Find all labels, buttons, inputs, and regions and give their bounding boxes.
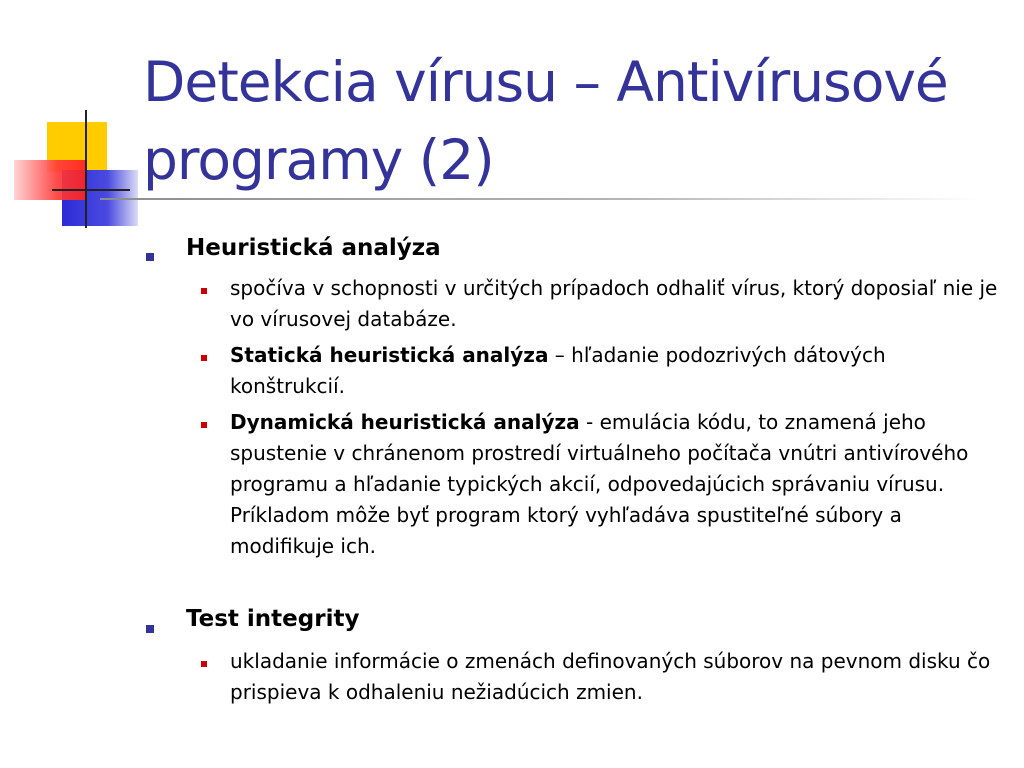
bullet-item <box>230 407 1000 562</box>
bullet-item <box>230 273 1000 335</box>
bullet-item-text: ukladanie informácie o zmenách definovaných súborov na pevnom disku čo prispieva k odhaleniu nežiadúcich zmien. <box>230 649 991 704</box>
bullet-item-text: spočíva v schopnosti v určitých prípadoch odhaliť vírus, ktorý doposiaľ nie je vo vírusovej databáze. <box>230 276 998 331</box>
slide-title-line-1: Detekcia vírusu – Antivírusové <box>143 50 948 114</box>
square-bullet-icon <box>201 288 207 294</box>
square-bullet-icon <box>201 422 207 428</box>
square-bullet-icon <box>201 661 207 667</box>
bullet-item-text: – hľadanie podozrivých dátových konštrukcií. <box>230 343 886 398</box>
bullet-item <box>230 340 1000 402</box>
title-divider <box>100 198 980 200</box>
bullet-item-bold: Statická heuristická analýza <box>230 343 549 367</box>
bullet-item-bold: Dynamická heuristická analýza <box>230 410 580 434</box>
slide-title-line-2: programy (2) <box>143 128 494 192</box>
bullet-item <box>230 646 1000 708</box>
slide-logo-decoration <box>0 0 160 240</box>
square-bullet-icon <box>146 625 154 633</box>
square-bullet-icon <box>146 253 154 261</box>
square-bullet-icon <box>201 355 207 361</box>
section-heading: Heuristická analýza <box>186 235 441 261</box>
section-heading: Test integrity <box>186 606 360 632</box>
bullet-item-text: - emulácia kódu, to znamená jeho spustenie v chránenom prostredí virtuálneho počítača vnútri antivírového programu a hľadanie typických akcií, odpovedajúcich správaniu vírusu. Príkladom môže byť program ktorý vyhľadáva spustiteľné súbory a modifikuje ich. <box>230 410 969 558</box>
